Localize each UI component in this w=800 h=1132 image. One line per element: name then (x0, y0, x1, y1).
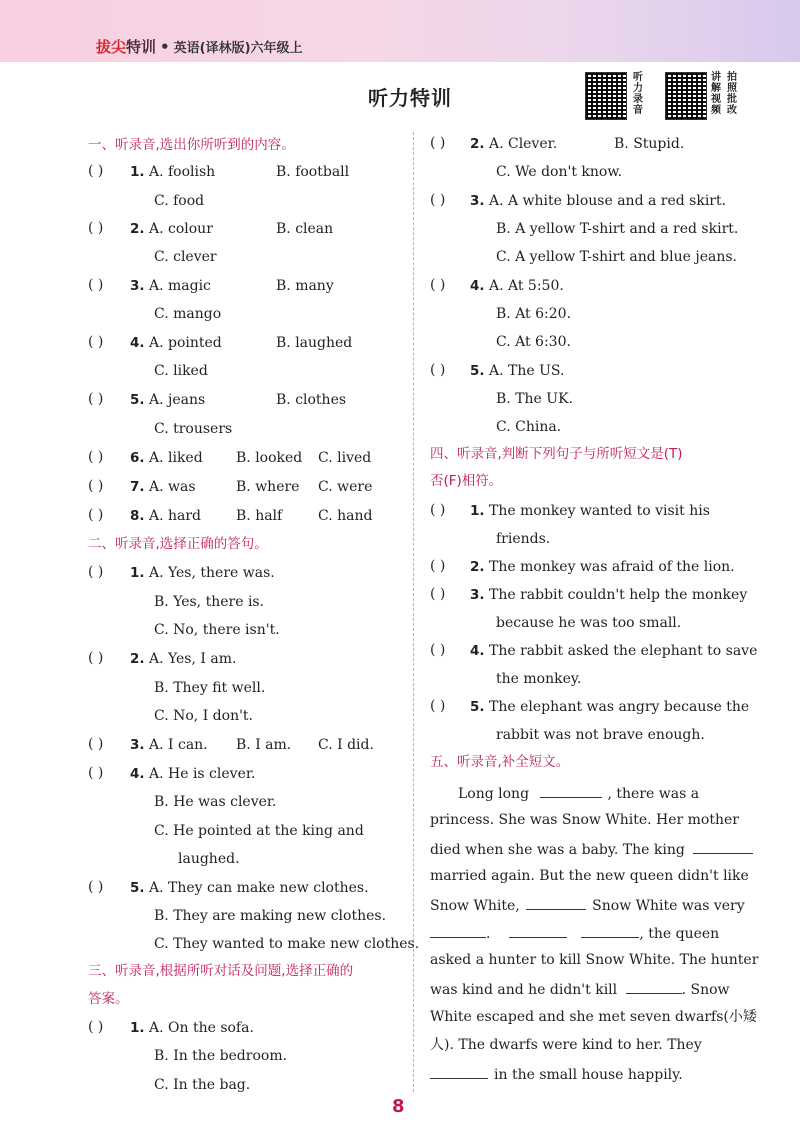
passage-line: White escaped and she met seven dwarfs(小矮 (430, 1009, 757, 1025)
brand-part1: 拔尖 (96, 38, 127, 56)
answer-blank[interactable]: ( ) (88, 334, 104, 350)
answer-blank[interactable]: ( ) (430, 135, 446, 151)
option-b: B. A yellow T-shirt and a red skirt. (496, 221, 739, 237)
s1-q7 (130, 478, 196, 496)
question-number: 7. (130, 479, 145, 495)
statement-continued: because he was too small. (496, 615, 682, 631)
option-a: A. They can make new clothes. (148, 880, 369, 896)
option-b: B. He was clever. (154, 794, 277, 810)
s4-q5 (470, 698, 749, 716)
option-b: B. half (236, 508, 283, 524)
s1-q8 (130, 507, 201, 525)
fill-blank-2[interactable] (693, 839, 753, 854)
answer-blank[interactable]: ( ) (88, 879, 104, 895)
question-number: 5. (130, 880, 145, 896)
passage-text: Snow White was very (592, 898, 745, 914)
question-number: 5. (130, 392, 145, 408)
option-b: B. They are making new clothes. (154, 908, 387, 924)
section2-title: 二、听录音,选择正确的答句。 (88, 536, 268, 552)
answer-blank[interactable]: ( ) (430, 642, 446, 658)
passage-text: , there was a (607, 786, 700, 802)
option-a: A. magic (148, 278, 211, 294)
option-c: C. They wanted to make new clothes. (154, 936, 420, 952)
question-number: 2. (130, 221, 145, 237)
s3-q4 (470, 277, 564, 295)
option-a: A. I can. (148, 737, 208, 753)
question-number: 3. (470, 193, 485, 209)
passage-line: 人). The dwarfs were kind to her. They (430, 1037, 702, 1053)
passage-text: . Snow (681, 982, 730, 998)
statement-continued: the monkey. (496, 671, 582, 687)
passage-text: . (486, 926, 491, 942)
option-b: B. clean (276, 221, 334, 237)
statement: The elephant was angry because the (488, 699, 750, 715)
passage-text: was kind and he didn't kill (430, 982, 618, 998)
section5-title: 五、听录音,补全短文。 (430, 754, 570, 770)
passage-line (430, 839, 753, 859)
answer-blank[interactable]: ( ) (430, 586, 446, 602)
question-number: 2. (470, 559, 485, 575)
question-number: 1. (130, 1020, 145, 1036)
option-c: C. food (154, 193, 205, 209)
section1-title: 一、听录音,选出你所听到的内容。 (88, 137, 295, 153)
passage-text: died when she was a baby. The king (430, 842, 685, 858)
option-a: A. At 5:50. (488, 278, 564, 294)
statement: The rabbit couldn't help the monkey (488, 587, 748, 603)
s4-q3 (470, 586, 747, 604)
option-b: B. I am. (236, 737, 292, 753)
answer-blank[interactable]: ( ) (430, 558, 446, 574)
s2-q1 (130, 564, 275, 582)
option-a: A. jeans (148, 392, 206, 408)
option-c: C. He pointed at the king and (154, 823, 364, 839)
fill-blank-1[interactable] (540, 783, 602, 798)
option-c: C. were (318, 479, 373, 495)
option-c: C. lived (318, 450, 372, 466)
qr-label-audio: 听力录音 (633, 72, 643, 116)
question-number: 5. (470, 363, 485, 379)
option-c: C. We don't know. (496, 164, 623, 180)
statement: The monkey was afraid of the lion. (488, 559, 735, 575)
option-b: B. clothes (276, 392, 347, 408)
answer-blank[interactable]: ( ) (88, 650, 104, 666)
option-b: B. Stupid. (614, 136, 685, 152)
option-c: C. At 6:30. (496, 334, 571, 350)
question-number: 3. (130, 278, 145, 294)
s1-q5 (130, 391, 205, 409)
option-b: B. Yes, there is. (154, 594, 265, 610)
question-number: 2. (470, 136, 485, 152)
answer-blank[interactable]: ( ) (430, 698, 446, 714)
page-title: 听力特训 (368, 86, 452, 110)
passage-text: Long long (458, 786, 530, 802)
fill-blank-5[interactable] (509, 923, 567, 938)
answer-blank[interactable]: ( ) (88, 736, 104, 752)
fill-blank-7[interactable] (626, 979, 682, 994)
question-number: 4. (470, 643, 485, 659)
option-b: B. many (276, 278, 334, 294)
section4-title-cont: 否(F)相符。 (430, 473, 503, 489)
statement-continued: rabbit was not brave enough. (496, 727, 705, 743)
option-a: A. hard (148, 508, 202, 524)
option-b: B. football (276, 164, 350, 180)
passage-line (430, 895, 745, 915)
qr-label-photo: 拍照批改 (727, 72, 737, 116)
answer-blank[interactable]: ( ) (88, 478, 104, 494)
option-a: A. The US. (488, 363, 565, 379)
option-a: A. A white blouse and a red skirt. (488, 193, 727, 209)
question-number: 3. (470, 587, 485, 603)
question-number: 6. (130, 450, 145, 466)
option-b: B. They fit well. (154, 680, 266, 696)
qr-code-video[interactable] (665, 72, 707, 120)
book-subtitle: 英语(译林版)六年级上 (173, 41, 303, 56)
option-a: A. Yes, I am. (148, 651, 237, 667)
option-c: C. No, there isn't. (154, 622, 280, 638)
option-c: C. I did. (318, 737, 374, 753)
fill-blank-6[interactable] (581, 923, 639, 938)
s3-q1 (130, 1019, 254, 1037)
option-b: B. looked (236, 450, 303, 466)
answer-blank[interactable]: ( ) (430, 192, 446, 208)
statement: The monkey wanted to visit his (488, 503, 710, 519)
answer-blank[interactable]: ( ) (88, 765, 104, 781)
answer-blank[interactable]: ( ) (88, 391, 104, 407)
s1-q3 (130, 277, 211, 295)
answer-blank[interactable]: ( ) (88, 449, 104, 465)
passage-line (430, 923, 719, 943)
s1-q6 (130, 449, 203, 467)
option-a: A. pointed (148, 335, 222, 351)
answer-blank[interactable]: ( ) (88, 163, 104, 179)
option-a: A. He is clever. (148, 766, 256, 782)
s3-q2 (470, 135, 557, 153)
question-number: 1. (130, 565, 145, 581)
brand-dot: • (160, 38, 170, 56)
s4-q2 (470, 558, 735, 576)
option-c: C. mango (154, 306, 222, 322)
book-brand (96, 36, 303, 57)
s3-q5 (470, 362, 564, 380)
option-c: C. clever (154, 249, 217, 265)
s2-q5 (130, 879, 369, 897)
passage-text: Snow White, (430, 898, 520, 914)
s4-q4 (470, 642, 757, 660)
option-a: A. foolish (148, 164, 216, 180)
passage-line (458, 783, 699, 803)
option-a: A. Clever. (488, 136, 558, 152)
s1-q1 (130, 163, 215, 181)
s3-q3 (470, 192, 726, 210)
s2-q4 (130, 765, 255, 783)
option-a: A. On the sofa. (148, 1020, 254, 1036)
page-number: 8 (392, 1096, 405, 1117)
option-b: B. In the bedroom. (154, 1048, 288, 1064)
answer-blank[interactable]: ( ) (88, 507, 104, 523)
answer-blank[interactable]: ( ) (430, 502, 446, 518)
option-c: C. In the bag. (154, 1077, 251, 1093)
option-a: A. was (148, 479, 196, 495)
question-number: 1. (130, 164, 145, 180)
answer-blank[interactable]: ( ) (430, 277, 446, 293)
passage-line: married again. But the new queen didn't like (430, 868, 749, 884)
brand-part2: 特训 (126, 38, 157, 56)
statement: The rabbit asked the elephant to save (488, 643, 758, 659)
answer-blank[interactable]: ( ) (88, 1019, 104, 1035)
passage-text: , the queen (639, 926, 720, 942)
option-c-continued: laughed. (178, 851, 240, 867)
statement-continued: friends. (496, 531, 551, 547)
question-number: 8. (130, 508, 145, 524)
question-number: 4. (130, 335, 145, 351)
passage-line (430, 1064, 683, 1084)
passage-line (430, 979, 730, 999)
option-b: B. laughed (276, 335, 353, 351)
question-number: 3. (130, 737, 145, 753)
option-c: C. A yellow T-shirt and blue jeans. (496, 249, 737, 265)
fill-blank-8[interactable] (430, 1064, 488, 1079)
s1-q4 (130, 334, 222, 352)
answer-blank[interactable]: ( ) (430, 362, 446, 378)
qr-code-audio[interactable] (585, 72, 627, 120)
passage-line: princess. She was Snow White. Her mother (430, 812, 739, 828)
question-number: 4. (130, 766, 145, 782)
section4-title: 四、听录音,判断下列句子与所听短文是(T) (430, 446, 683, 462)
option-c: C. hand (318, 508, 373, 524)
option-a: A. Yes, there was. (148, 565, 275, 581)
qr-label-video: 讲解视频 (711, 72, 721, 116)
option-b: B. The UK. (496, 391, 573, 407)
question-number: 5. (470, 699, 485, 715)
s2-q3 (130, 736, 208, 754)
s4-q1 (470, 502, 710, 520)
option-c: C. liked (154, 363, 208, 379)
passage-line: asked a hunter to kill Snow White. The hunter (430, 952, 759, 968)
section3-title: 三、听录音,根据所听对话及问题,选择正确的 (88, 963, 354, 979)
option-c: C. No, I don't. (154, 708, 254, 724)
section3-title-cont: 答案。 (88, 991, 129, 1007)
option-c: C. China. (496, 419, 562, 435)
answer-blank[interactable]: ( ) (88, 564, 104, 580)
fill-blank-4[interactable] (430, 923, 486, 938)
option-c: C. trousers (154, 421, 233, 437)
answer-blank[interactable]: ( ) (88, 220, 104, 236)
answer-blank[interactable]: ( ) (88, 277, 104, 293)
option-a: A. colour (148, 221, 213, 237)
question-number: 2. (130, 651, 145, 667)
s1-q2 (130, 220, 213, 238)
question-number: 4. (470, 278, 485, 294)
option-b: B. where (236, 479, 300, 495)
passage-text: in the small house happily. (494, 1067, 683, 1083)
option-a: A. liked (148, 450, 203, 466)
option-b: B. At 6:20. (496, 306, 572, 322)
s2-q2 (130, 650, 236, 668)
fill-blank-3[interactable] (526, 895, 586, 910)
question-number: 1. (470, 503, 485, 519)
